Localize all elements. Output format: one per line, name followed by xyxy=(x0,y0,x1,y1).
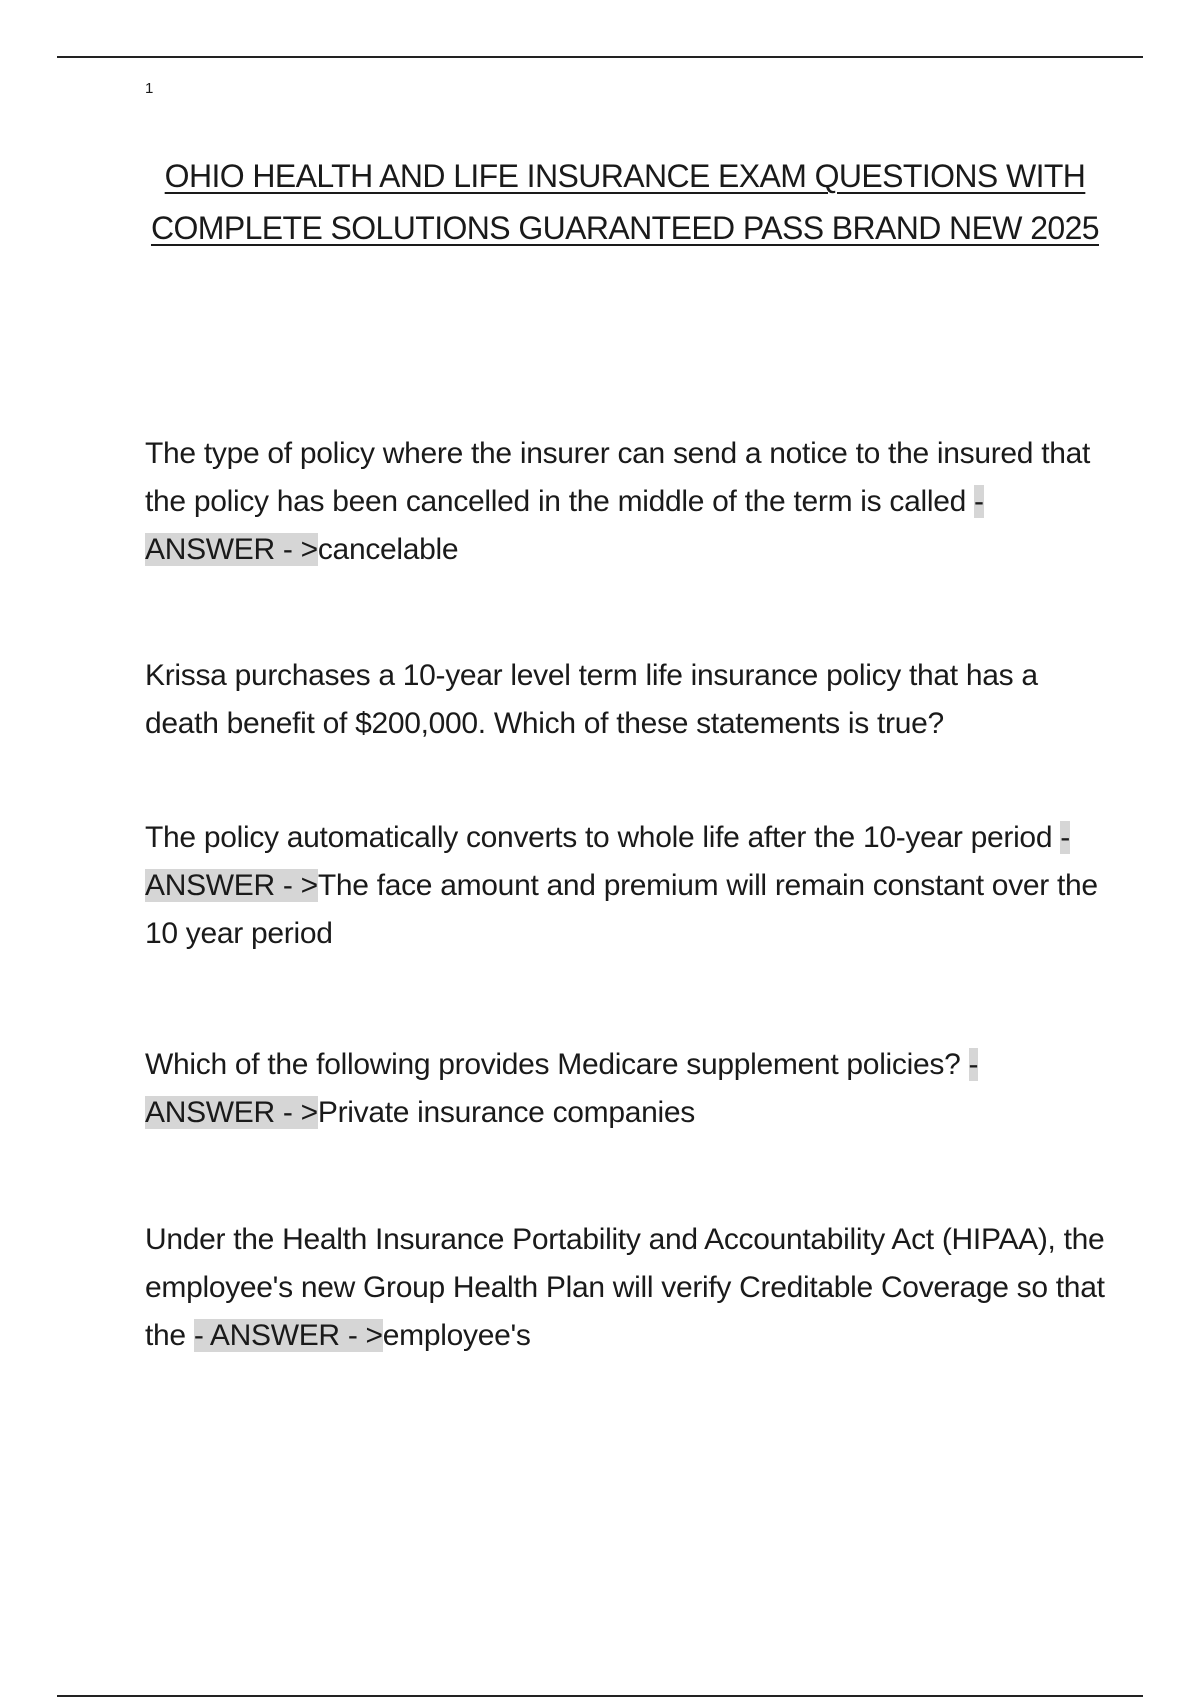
question-text: Krissa purchases a 10-year level term life insurance policy that has a death benefit of $200,000. Which of these statements is true? xyxy=(145,659,1038,740)
question-text: The policy automatically converts to whole life after the 10-year period xyxy=(145,821,1061,854)
answer-text: employee's xyxy=(382,1319,531,1352)
page-title-text: OHIO HEALTH AND LIFE INSURANCE EXAM QUESTIONS WITH COMPLETE SOLUTIONS GUARANTEED PASS BRAND NEW 2025 xyxy=(150,158,1099,246)
page-number: 1 xyxy=(145,80,154,97)
answer-marker: - ANSWER - > xyxy=(145,821,1070,902)
qa-item-5 xyxy=(145,1216,1105,1360)
footer-rule xyxy=(57,1695,1143,1697)
qa-item-1 xyxy=(145,430,1105,574)
question-text: Which of the following provides Medicare supplement policies? xyxy=(145,1048,969,1081)
qa-item-2 xyxy=(145,652,1105,748)
answer-marker: - ANSWER - > xyxy=(145,1048,979,1129)
answer-marker: - ANSWER - > xyxy=(145,485,984,566)
header-rule xyxy=(57,56,1143,58)
question-text: The type of policy where the insurer can send a notice to the insured that the policy has been cancelled in the middle of the term is called xyxy=(145,437,1091,518)
answer-text: Private insurance companies xyxy=(317,1096,695,1129)
answer-text: cancelable xyxy=(317,533,459,566)
qa-item-4 xyxy=(145,1041,1105,1137)
page-title xyxy=(130,150,1120,254)
question-text: Under the Health Insurance Portability and Accountability Act (HIPAA), the employee's new Group Health Plan will verify Creditable Coverage so that the xyxy=(145,1223,1105,1352)
qa-item-3 xyxy=(145,814,1105,958)
answer-marker: - ANSWER - > xyxy=(193,1319,383,1352)
answer-text: The face amount and premium will remain constant over the 10 year period xyxy=(145,869,1098,950)
